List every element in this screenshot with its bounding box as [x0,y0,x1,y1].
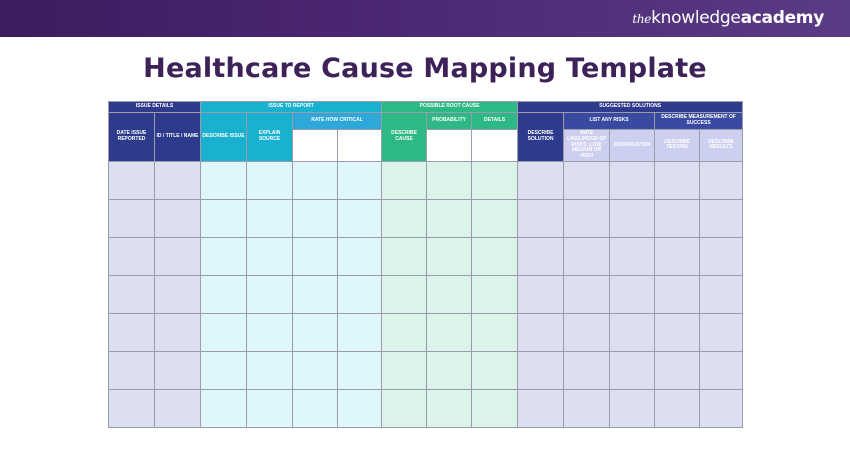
empty-cell [472,199,518,237]
note-rate-risk: RATE LIKELIHOOD OF RISKS: LOW, MEDIUM OR HIGH [564,130,610,162]
empty-cell [472,313,518,351]
empty-cell [472,351,518,389]
empty-cell [247,313,293,351]
header-describe-measurement: DESCRIBE MEASUREMENT OF SUCCESS [655,113,743,130]
empty-cell [610,313,655,351]
empty-cell [109,389,155,427]
cause-mapping-table [108,101,743,428]
empty-cell [655,389,700,427]
note-justification: JUSTIFICATION [338,130,382,162]
empty-cell [427,351,472,389]
empty-cell [427,199,472,237]
empty-cell [155,351,201,389]
empty-cell [382,237,427,275]
empty-cell [109,237,155,275]
group-suggested-solutions: SUGGESTED SOLUTIONS [518,102,743,113]
brand-knowledge: knowledge [651,8,741,28]
empty-cell [338,275,382,313]
empty-cell [247,351,293,389]
page-title: Healthcare Cause Mapping Template [143,53,707,84]
empty-cell [427,275,472,313]
empty-cell [564,199,610,237]
empty-cell [155,199,201,237]
table-row [109,351,743,389]
group-issue-details: ISSUE DETAILS [109,102,201,113]
table-row [109,237,743,275]
empty-cell [293,275,338,313]
empty-cell [700,389,743,427]
empty-cell [109,351,155,389]
empty-cell [472,237,518,275]
table-row [109,389,743,427]
header-date-issue-reported: DATE ISSUE REPORTED [109,113,155,162]
empty-cell [338,389,382,427]
empty-cell [155,237,201,275]
brand-the: the [632,12,652,26]
empty-cell [247,161,293,199]
empty-cell [564,351,610,389]
note-list-testing: LIST TESTING FOR CLARIFICATION [472,130,518,162]
empty-cell [655,351,700,389]
empty-cell [109,161,155,199]
empty-cell [564,237,610,275]
empty-cell [700,275,743,313]
header-details: DETAILS [472,113,518,130]
note-modification: MODIFICATION [610,130,655,162]
empty-cell [293,199,338,237]
empty-cell [518,161,564,199]
group-issue-to-report: ISSUE TO REPORT [201,102,382,113]
empty-cell [518,313,564,351]
empty-cell [201,351,247,389]
empty-cell [109,199,155,237]
empty-cell [201,275,247,313]
top-banner [0,0,850,37]
empty-cell [382,389,427,427]
empty-cell [655,275,700,313]
empty-cell [610,389,655,427]
empty-cell [247,237,293,275]
empty-cell [293,389,338,427]
empty-cell [293,237,338,275]
empty-cell [610,199,655,237]
empty-cell [293,351,338,389]
note-rate-critical: RATE HOW CRITICAL: LOW, MEDIUM OR HIGH [293,130,338,162]
empty-cell [427,313,472,351]
empty-cell [655,161,700,199]
empty-cell [564,313,610,351]
empty-cell [700,313,743,351]
empty-cell [382,275,427,313]
header-id-title-name: ID / TITLE / NAME [155,113,201,162]
empty-cell [382,161,427,199]
empty-cell [201,161,247,199]
empty-cell [518,237,564,275]
group-possible-root-cause: POSSIBLE ROOT CAUSE [382,102,518,113]
empty-cell [472,389,518,427]
header-describe-solution: DESCRIBE SOLUTION [518,113,564,162]
empty-cell [338,313,382,351]
empty-cell [338,161,382,199]
note-describe-testing: DESCRIBE TESTING [655,130,700,162]
header-explain-source: EXPLAIN SOURCE [247,113,293,162]
empty-cell [518,199,564,237]
empty-cell [427,389,472,427]
empty-cell [427,237,472,275]
empty-cell [610,275,655,313]
empty-cell [700,199,743,237]
empty-cell [155,275,201,313]
empty-cell [610,237,655,275]
brand-academy: academy [740,8,824,28]
brand-logo [632,8,824,28]
note-describe-results: DESCRIBE RESULTS [700,130,743,162]
table-row [109,161,743,199]
empty-cell [155,161,201,199]
empty-cell [382,351,427,389]
header-rate-how-critical: RATE HOW CRITICAL [293,113,382,130]
empty-cell [564,161,610,199]
empty-cell [247,389,293,427]
empty-cell [655,199,700,237]
empty-cell [472,161,518,199]
empty-cell [564,389,610,427]
empty-cell [293,161,338,199]
empty-cell [518,275,564,313]
empty-cell [382,199,427,237]
empty-cell [427,161,472,199]
empty-cell [382,313,427,351]
empty-cell [564,275,610,313]
empty-cell [201,313,247,351]
table-body [109,161,743,427]
empty-cell [610,161,655,199]
header-describe-issue: DESCRIBE ISSUE [201,113,247,162]
empty-cell [338,351,382,389]
empty-cell [655,313,700,351]
header-list-any-risks: LIST ANY RISKS [564,113,655,130]
empty-cell [155,313,201,351]
empty-cell [247,199,293,237]
empty-cell [201,199,247,237]
table-row [109,275,743,313]
empty-cell [518,389,564,427]
empty-cell [247,275,293,313]
header-probability: PROBABILITY [427,113,472,130]
empty-cell [201,389,247,427]
empty-cell [610,351,655,389]
empty-cell [472,275,518,313]
note-rate-probability: RATE PROBABILITY: LOW, MEDIUM OR HIGH [427,130,472,162]
table-row [109,313,743,351]
empty-cell [338,199,382,237]
empty-cell [293,313,338,351]
table-row [109,199,743,237]
empty-cell [655,237,700,275]
empty-cell [700,237,743,275]
empty-cell [155,389,201,427]
header-describe-cause: DESCRIBE CAUSE [382,113,427,162]
empty-cell [700,161,743,199]
empty-cell [201,237,247,275]
empty-cell [109,313,155,351]
empty-cell [338,237,382,275]
empty-cell [109,275,155,313]
empty-cell [700,351,743,389]
empty-cell [518,351,564,389]
